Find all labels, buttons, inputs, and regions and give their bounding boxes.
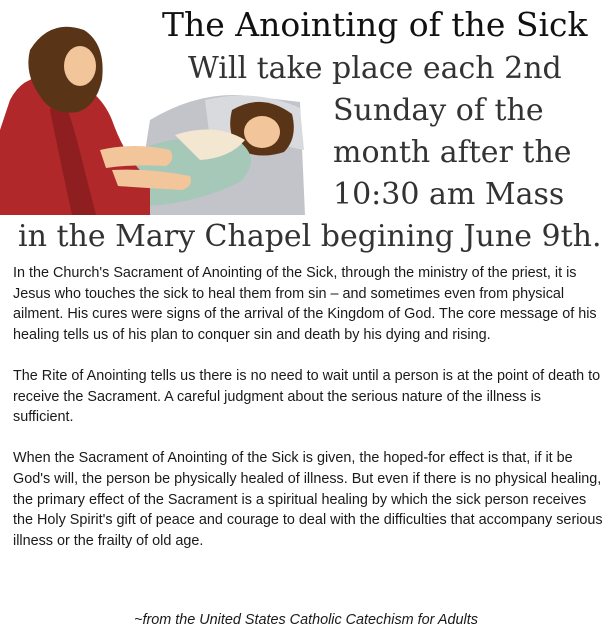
schedule-line: 10:30 am Mass bbox=[333, 177, 565, 212]
citation: ~from the United States Catholic Catechism for Adults bbox=[134, 612, 478, 628]
schedule-line: month after the bbox=[333, 135, 572, 170]
hands-icon bbox=[100, 146, 172, 168]
body-text bbox=[13, 263, 603, 551]
paragraph: In the Church's Sacrament of Anointing of the Sick, through the ministry of the priest, it is Jesus who touches the sick to heal them from sin – and sometimes even from physical ailment. His cures were signs of the arrival of the Kingdom of God. The core message of his healing tells us of his plan to conquer sin and death by his dying and rising. bbox=[13, 265, 597, 343]
paragraph: The Rite of Anointing tells us there is no need to wait until a person is at the point of death to receive the Sacrament. A careful judgment about the serious nature of the illness is sufficient. bbox=[13, 367, 601, 426]
location-line: in the Mary Chapel begining June 9th. bbox=[18, 219, 602, 254]
woman-face-icon bbox=[244, 116, 280, 148]
jesus-face-icon bbox=[64, 46, 96, 86]
paragraph: When the Sacrament of Anointing of the Sick is given, the hoped-for effect is that, if it be God's will, the person be physically healed of illness. But even if there is no physical healing, the primary effect of the Sacrament is a spiritual healing by which the sick person receives the Holy Spirit's gift of peace and courage to deal with the difficulties that accompany serious illness or the frailty of old age. bbox=[13, 450, 603, 549]
schedule-line: Will take place each 2nd bbox=[188, 51, 562, 86]
page-title: The Anointing of the Sick bbox=[162, 5, 588, 44]
schedule-line: Sunday of the bbox=[333, 93, 544, 128]
